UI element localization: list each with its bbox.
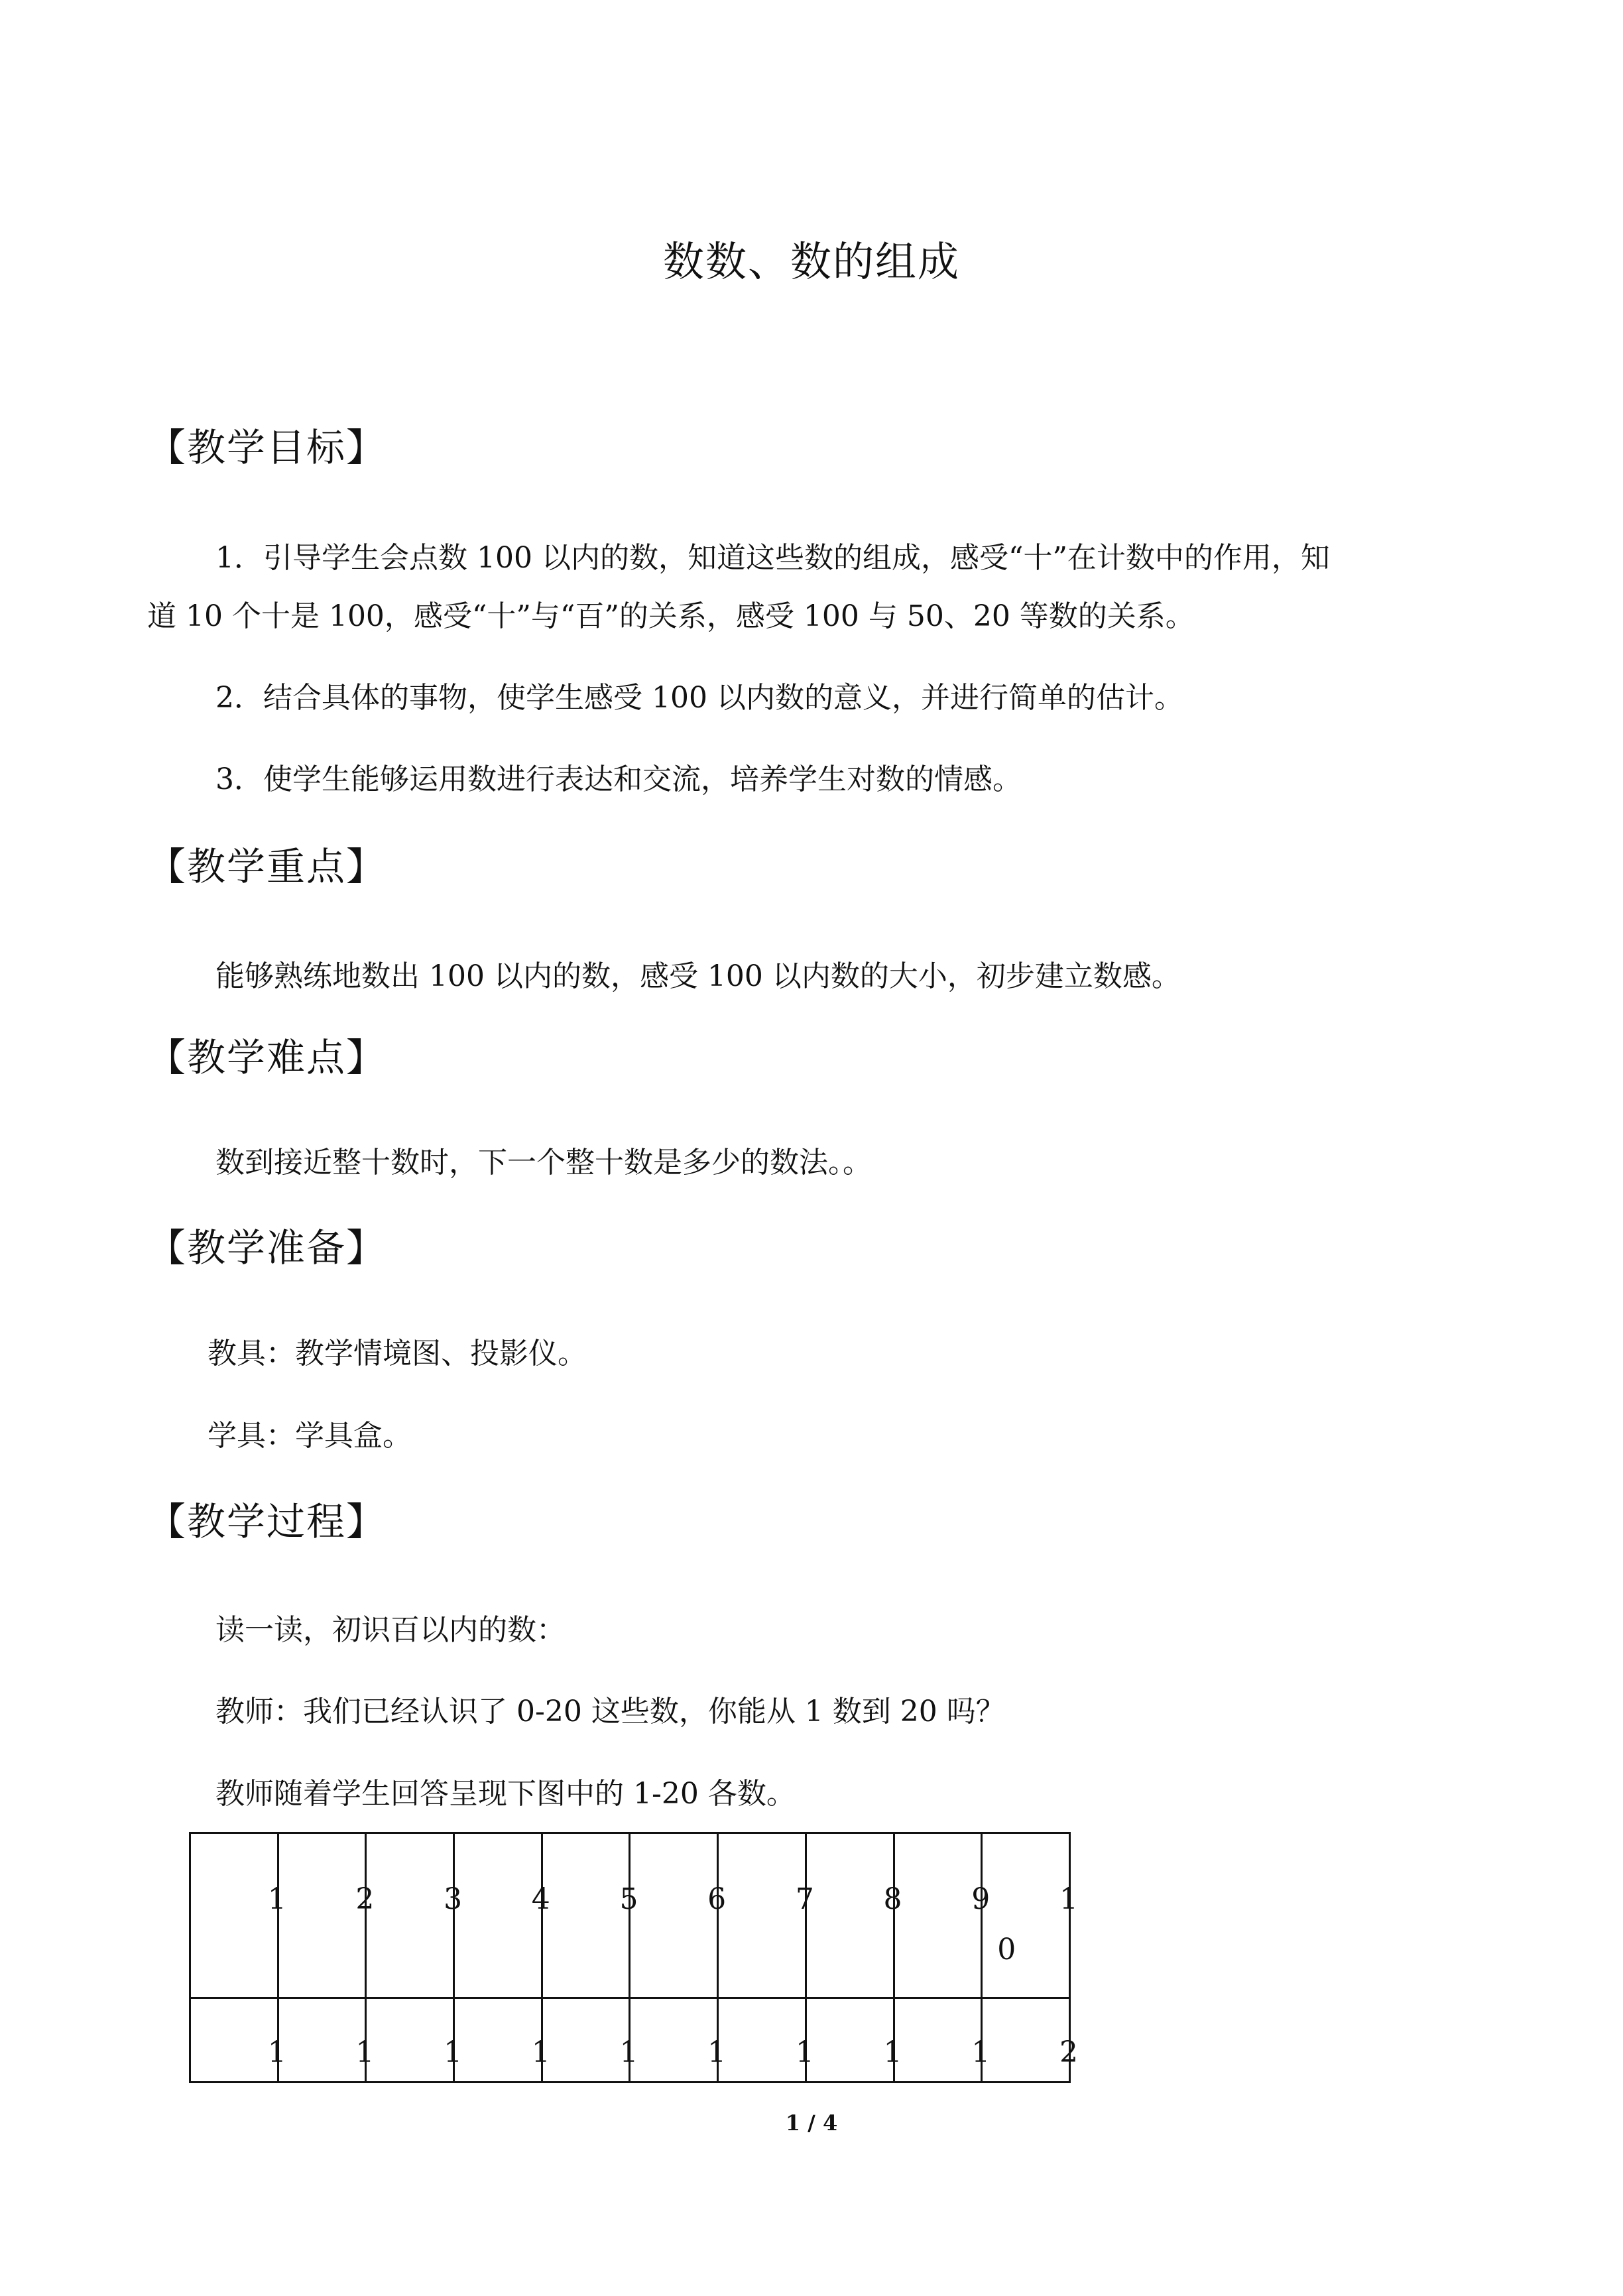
table-cell [806,1833,902,1998]
process-line-1: 读一读，初识百以内的数： [215,1613,566,1647]
cell-number: 1 [971,2035,991,2069]
cell-number: 7 [795,1882,814,1916]
key-points-text: 能够熟练地数出 100 以内的数，感受 100 以内数的大小，初步建立数感。 [215,959,1181,993]
cell-number: 1 [795,2035,814,2069]
page-number: 1 / 4 [785,2110,838,2136]
cell-number: 2 [355,1882,375,1916]
cell-number: 1 [531,2035,550,2069]
table-cell [454,1833,550,1998]
process-line-2: 教师：我们已经认识了 0-20 这些数，你能从 1 数到 20 吗？ [215,1695,1005,1728]
cell-number: 2 [1059,2035,1078,2069]
cell-number: 1 [267,2035,286,2069]
goal-item-1-line-1: 1．引导学生会点数 100 以内的数，知道这些数的组成，感受“十”在计数中的作用，知 [215,541,1330,575]
table-row [190,1998,1070,2083]
cell-number: 1 [1059,1882,1078,1916]
student-tools: 学具：学具盒。 [208,1419,412,1453]
table-cell [454,1998,550,2083]
table-cell [278,1833,375,1998]
heading-teaching-goals: 【教学目标】 [147,425,387,470]
cell-number: 5 [619,1882,638,1916]
table-cell [278,1998,375,2083]
goal-item-3: 3．使学生能够运用数进行表达和交流，培养学生对数的情感。 [215,762,1022,796]
cell-number: 4 [531,1882,550,1916]
table-cell [982,1998,1078,2083]
cell-number: 1 [619,2035,638,2069]
heading-preparation: 【教学准备】 [147,1225,387,1270]
document-title: 数数、数的组成 [662,237,960,286]
table-cell [542,1833,638,1998]
goal-item-1-line-2: 道 10 个十是 100，感受“十”与“百”的关系，感受 100 与 50、20 等数的关系。 [147,599,1195,633]
cell-number: 1 [355,2035,375,2069]
table-cell [542,1998,638,2083]
table-row [190,1833,1070,1998]
table-cell [894,1998,991,2083]
table-cell [718,1833,814,1998]
cell-number: 8 [883,1882,902,1916]
teacher-tools: 教具：教学情境图、投影仪。 [208,1337,587,1370]
cell-number: 1 [267,1882,286,1916]
table-cell [718,1998,814,2083]
heading-difficulties: 【教学难点】 [147,1035,387,1080]
cell-number: 3 [444,1882,463,1916]
cell-number: 6 [707,1882,727,1916]
process-line-3: 教师随着学生回答呈现下图中的 1-20 各数。 [215,1777,796,1811]
table-cell [190,1998,286,2083]
difficulties-text: 数到接近整十数时，下一个整十数是多少的数法。。 [215,1146,872,1179]
table-cell [366,1998,463,2083]
table-cell [982,1833,1078,1998]
cell-number-wrapped-digit: 0 [997,1933,1016,1966]
goal-item-2: 2．结合具体的事物，使学生感受 100 以内数的意义，并进行简单的估计。 [215,681,1183,715]
table-cell [630,1998,727,2083]
table-cell [806,1998,902,2083]
heading-key-points: 【教学重点】 [147,844,387,889]
table-cell [630,1833,727,1998]
number-table [189,1832,1078,2083]
cell-number: 1 [444,2035,463,2069]
cell-number: 1 [883,2035,902,2069]
heading-teaching-process: 【教学过程】 [147,1499,387,1544]
table-cell [894,1833,991,1998]
table-cell [366,1833,463,1998]
table-cell [190,1833,286,1998]
cell-number: 1 [707,2035,727,2069]
cell-number: 9 [971,1882,991,1916]
